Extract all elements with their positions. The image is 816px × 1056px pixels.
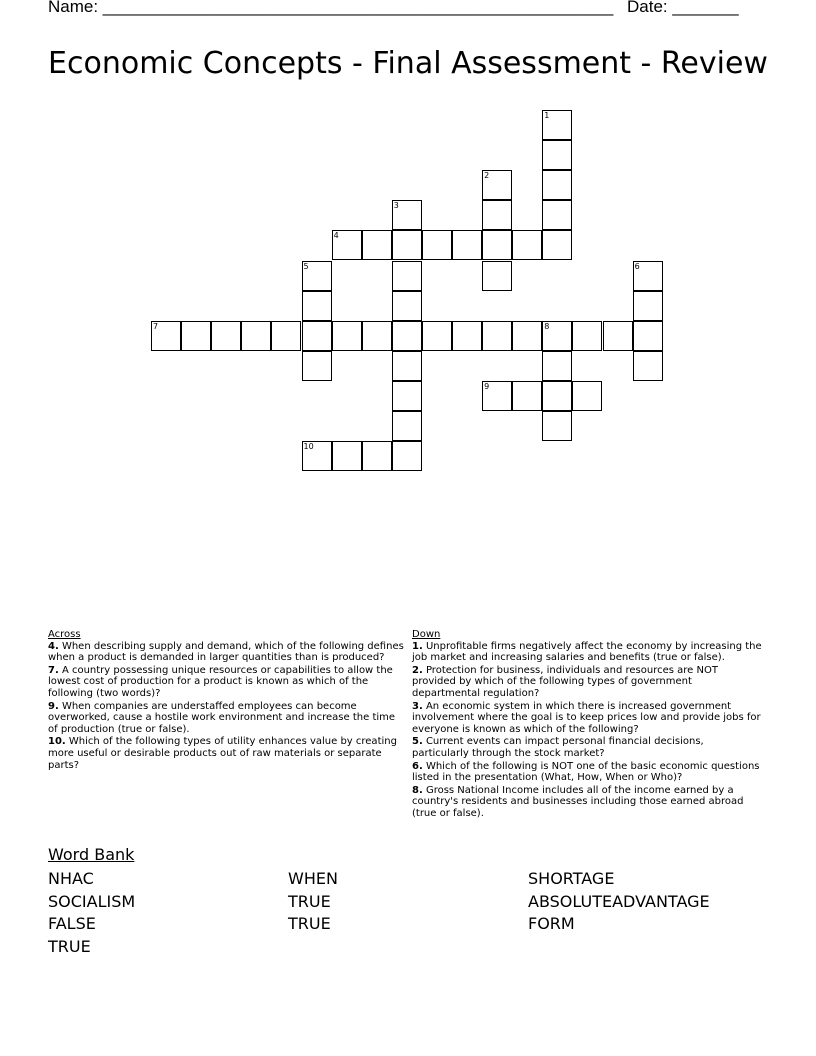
down-clue: 8. Gross National Income includes all of the income earned by a country's residents and businesses including those earned abroad (true or false). [412, 784, 744, 819]
crossword-cell[interactable] [302, 291, 332, 321]
clue-number: 1 [544, 111, 550, 120]
word-bank-title: Word Bank [48, 845, 135, 864]
down-clues [412, 629, 762, 821]
crossword-cell[interactable] [542, 230, 572, 260]
crossword-cell[interactable] [332, 441, 362, 471]
down-clue: 5. Current events can impact personal financial decisions, particularly through the stock market? [412, 736, 704, 759]
clue-number: 2 [484, 171, 490, 181]
crossword-cell[interactable] [572, 381, 602, 411]
crossword-cell[interactable] [512, 230, 542, 260]
crossword-cell[interactable] [633, 291, 663, 321]
crossword-cell[interactable] [512, 381, 542, 411]
crossword-cell[interactable] [482, 200, 512, 230]
word-bank-word: FALSE [48, 914, 96, 933]
crossword-cell[interactable] [362, 230, 392, 260]
crossword-cell[interactable] [542, 321, 572, 351]
crossword-cell[interactable] [542, 170, 572, 200]
crossword-grid [0, 0, 816, 480]
down-clue: 3. An economic system in which there is increased government involvement where the goal is to keep prices low and provide jobs for everyone is known as which of the following? [412, 700, 761, 735]
crossword-cell[interactable] [302, 261, 332, 291]
across-heading: Across [48, 629, 81, 640]
crossword-cell[interactable] [542, 411, 572, 441]
crossword-cell[interactable] [482, 230, 512, 260]
across-clues [48, 629, 406, 772]
across-clue: 10. Which of the following types of utility enhances value by creating more useful or desirable products out of raw materials or separate parts? [48, 736, 397, 771]
crossword-cell[interactable] [392, 441, 422, 471]
word-bank-word: TRUE [288, 892, 331, 911]
crossword-cell[interactable] [542, 381, 572, 411]
crossword-cell[interactable] [542, 110, 572, 140]
crossword-cell[interactable] [482, 321, 512, 351]
word-bank-word: WHEN [288, 869, 338, 888]
crossword-cell[interactable] [542, 140, 572, 170]
crossword-cell[interactable] [332, 321, 362, 351]
crossword-cell[interactable] [512, 321, 542, 351]
crossword-cell[interactable] [542, 351, 572, 381]
crossword-cell[interactable] [302, 321, 332, 351]
word-bank-word: TRUE [48, 937, 91, 956]
clue-number: 8 [544, 321, 550, 331]
down-clue: 1. Unprofitable firms negatively affect the economy by increasing the job market and increasing salaries and benefits (true or false). [412, 640, 762, 664]
name-field-label: Name: ______________________________________________________ [48, 0, 614, 16]
down-heading: Down [412, 629, 441, 640]
down-clue: 2. Protection for business, individuals and resources are NOT provided by which of the following types of government departmental regulation? [412, 664, 718, 699]
crossword-cell[interactable] [362, 321, 392, 351]
crossword-cell[interactable] [603, 321, 633, 351]
crossword-cell[interactable] [633, 351, 663, 381]
crossword-cell[interactable] [392, 261, 422, 291]
crossword-cell[interactable] [271, 321, 301, 351]
date-field-label: Date: _______ [627, 0, 739, 16]
clue-number: 6 [634, 261, 640, 271]
crossword-cell[interactable] [392, 351, 422, 381]
word-bank-word: TRUE [288, 914, 331, 933]
clue-number: 3 [393, 201, 399, 211]
clue-number: 5 [303, 261, 309, 271]
crossword-cell[interactable] [181, 321, 211, 351]
crossword-cell[interactable] [392, 200, 422, 230]
crossword-cell[interactable] [572, 321, 602, 351]
word-bank-word: SOCIALISM [48, 892, 136, 911]
crossword-cell[interactable] [422, 321, 452, 351]
crossword-cell[interactable] [482, 170, 512, 200]
word-bank-word: ABSOLUTEADVANTAGE [528, 892, 710, 911]
word-bank-word: NHAC [48, 869, 94, 888]
crossword-cell[interactable] [452, 321, 482, 351]
across-clue: 9. When companies are understaffed employees can become overworked, cause a hostile work environment and increase the time of production (true or false). [48, 700, 396, 735]
clue-number: 9 [484, 381, 490, 391]
crossword-cell[interactable] [482, 381, 512, 411]
crossword-cell[interactable] [151, 321, 181, 351]
crossword-cell[interactable] [452, 230, 482, 260]
crossword-cell[interactable] [392, 381, 422, 411]
crossword-cell[interactable] [332, 230, 362, 260]
clue-number: 7 [153, 321, 159, 331]
crossword-cell[interactable] [392, 291, 422, 321]
crossword-cell[interactable] [422, 230, 452, 260]
crossword-cell[interactable] [392, 230, 422, 260]
crossword-cell[interactable] [392, 321, 422, 351]
down-clue: 6. Which of the following is NOT one of the basic economic questions listed in the presentation (What, How, When or Who)? [412, 760, 760, 784]
crossword-cell[interactable] [633, 261, 663, 291]
crossword-cell[interactable] [211, 321, 241, 351]
crossword-cell[interactable] [542, 200, 572, 230]
clue-number: 10 [303, 442, 314, 452]
crossword-cell[interactable] [302, 441, 332, 471]
clue-number: 4 [333, 231, 339, 241]
crossword-cell[interactable] [241, 321, 271, 351]
crossword-cell[interactable] [362, 441, 392, 471]
crossword-cell[interactable] [633, 321, 663, 351]
crossword-cell[interactable] [392, 411, 422, 441]
crossword-cell[interactable] [482, 261, 512, 291]
across-clue: 4. When describing supply and demand, which of the following defines when a product is demanded in larger quantities than is produced? [48, 640, 404, 664]
page-title: Economic Concepts - Final Assessment - Review [48, 46, 768, 81]
crossword-cell[interactable] [302, 351, 332, 381]
word-bank-word: FORM [528, 914, 575, 933]
word-bank-word: SHORTAGE [528, 869, 615, 888]
across-clue: 7. A country possessing unique resources or capabilities to allow the lowest cost of production for a product is known as which of the following (two words)? [48, 664, 393, 699]
